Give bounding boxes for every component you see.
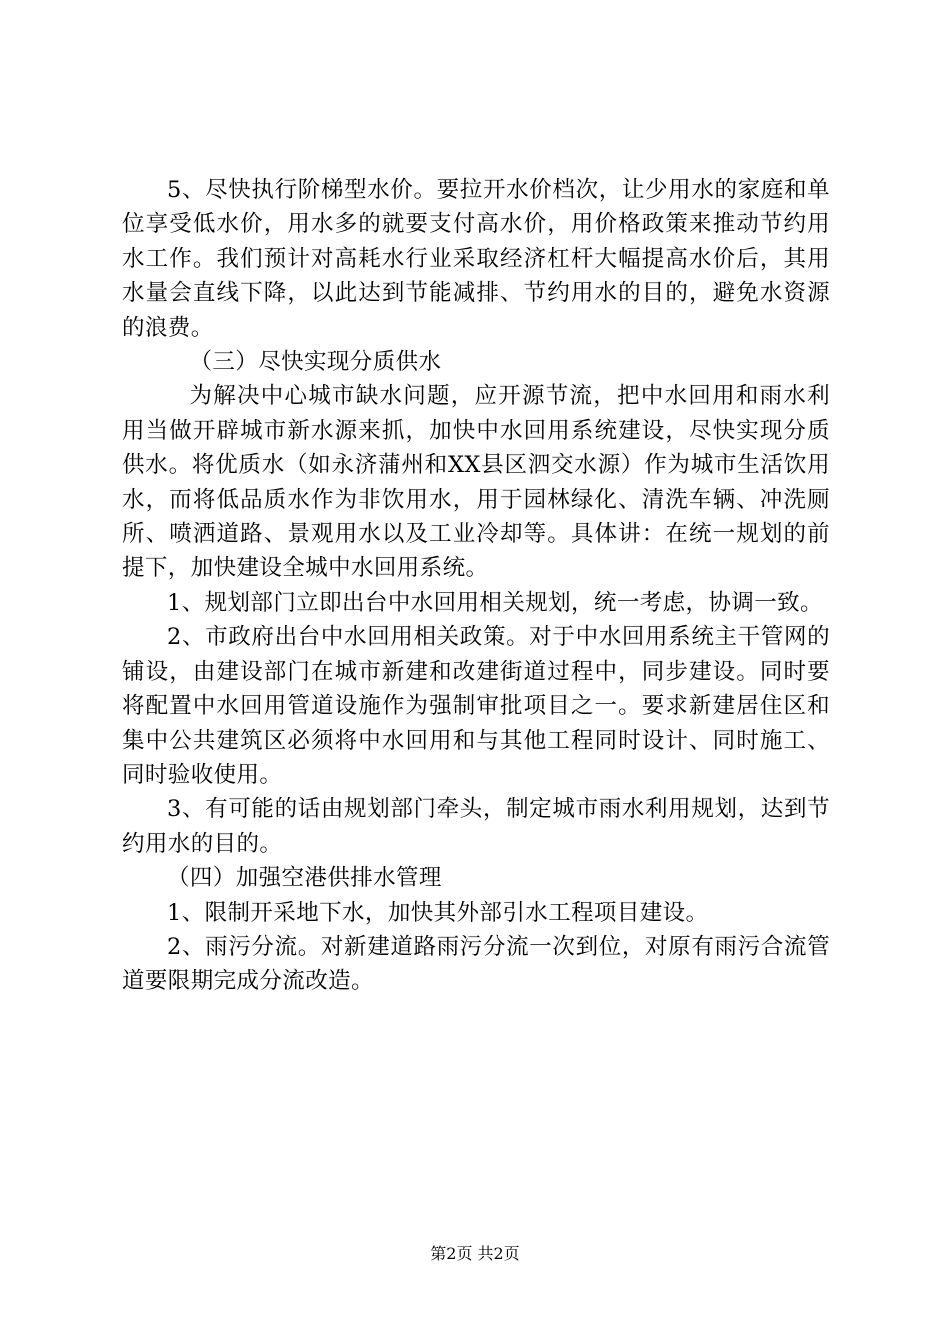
paragraph-item-planning: 1、规划部门立即出台中水回用相关规划，统一考虑，协调一致。 <box>167 589 823 616</box>
paragraph-item-policy: 2、市政府出台中水回用相关政策。对于中水回用系统主干管网的铺设，由建设部门在城市新建和改建街道过程中，同步建设。同时要将配置中水回用管道设施作为强制审批项目之一。要求新建居住区和集中公共建筑区必须将中水回用和与其他工程同时设计、同时施工、同时验收使用。 <box>122 624 830 788</box>
paragraph-item-rainwater: 3、有可能的话由规划部门牵头，制定城市雨水利用规划，达到节约用水的目的。 <box>122 796 830 857</box>
paragraph-item-groundwater: 1、限制开采地下水，加快其外部引水工程项目建设。 <box>167 899 709 926</box>
paragraph-item-separation: 2、雨污分流。对新建道路雨污分流一次到位，对原有雨污合流管道要限期完成分流改造。 <box>122 933 830 995</box>
page-number-footer: 第2页 共2页 <box>430 1244 520 1263</box>
paragraph-tiered-pricing: 5、尽快执行阶梯型水价。要拉开水价档次，让少用水的家庭和单位享受低水价，用水多的就要支付高水价，用价格政策来推动节约用水工作。我们预计对高耗水行业采取经济杠杆大幅提高水价后，其用水量会直线下降，以此达到节能减排、节约用水的目的，避免水资源的浪费。 <box>122 177 830 341</box>
section-heading-airport: （四）加强空港供排水管理 <box>167 865 442 892</box>
paragraph-quality-supply: 为解决中心城市缺水问题，应开源节流，把中水回用和雨水利用当做开辟城市新水源来抓，加快中水回用系统建设，尽快实现分质供水。将优质水（如永济蒲州和XX县区泗交水源）作为城市生活饮用水，而将低品质水作为非饮用水，用于园林绿化、清洗车辆、冲洗厕所、喷洒道路、景观用水以及工业冷却等。具体讲：在统一规划的前提下，加快建设全城中水回用系统。 <box>122 383 830 582</box>
section-heading-quality-supply: （三）尽快实现分质供水 <box>189 349 442 376</box>
document-body <box>122 173 830 999</box>
